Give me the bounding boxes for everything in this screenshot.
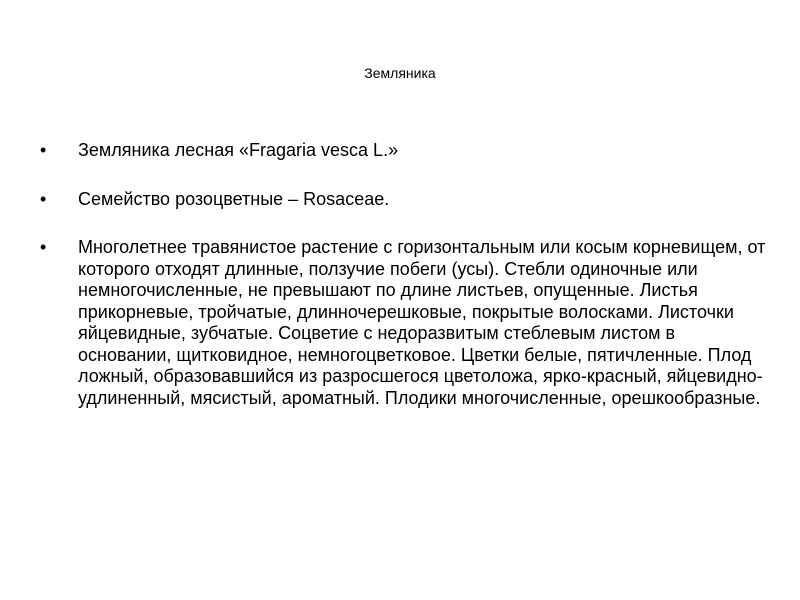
bullet-item <box>40 140 770 162</box>
bullet-list <box>40 140 770 409</box>
slide-title: Земляника <box>364 65 436 81</box>
bullet-item <box>40 237 770 409</box>
bullet-text: Семейство розоцветные – Rosaceae. <box>78 188 390 209</box>
bullet-dot-icon: • <box>40 188 47 209</box>
bullet-text: Земляника лесная «Fragaria vesca L.» <box>78 140 399 160</box>
bullet-dot-icon: • <box>40 237 47 257</box>
bullet-item <box>40 189 770 211</box>
bullet-dot-icon: • <box>40 140 47 160</box>
bullet-text: Многолетнее травянистое растение с горизонтальным или косым корневищем, от которого отходят длинные, ползучие побеги (усы). Стебли одиночные или немногочисленные, не превышают по длине листьев, опущенные. Листья прикорневые, тройчатые, длинночерешковые, покрытые волосками. Листочки яйцевидные, зубчатые. Соцветие с недоразвитым стеблевым листом в основании, щитковидное, немногоцветковое. Цветки белые, пятичленные. Плод ложный, образовавшийся из разросшегося цветоложа, ярко-красный, яйцевидно-удлиненный, мясистый, ароматный. Плодики многочисленные, орешкообразные. <box>78 237 766 408</box>
